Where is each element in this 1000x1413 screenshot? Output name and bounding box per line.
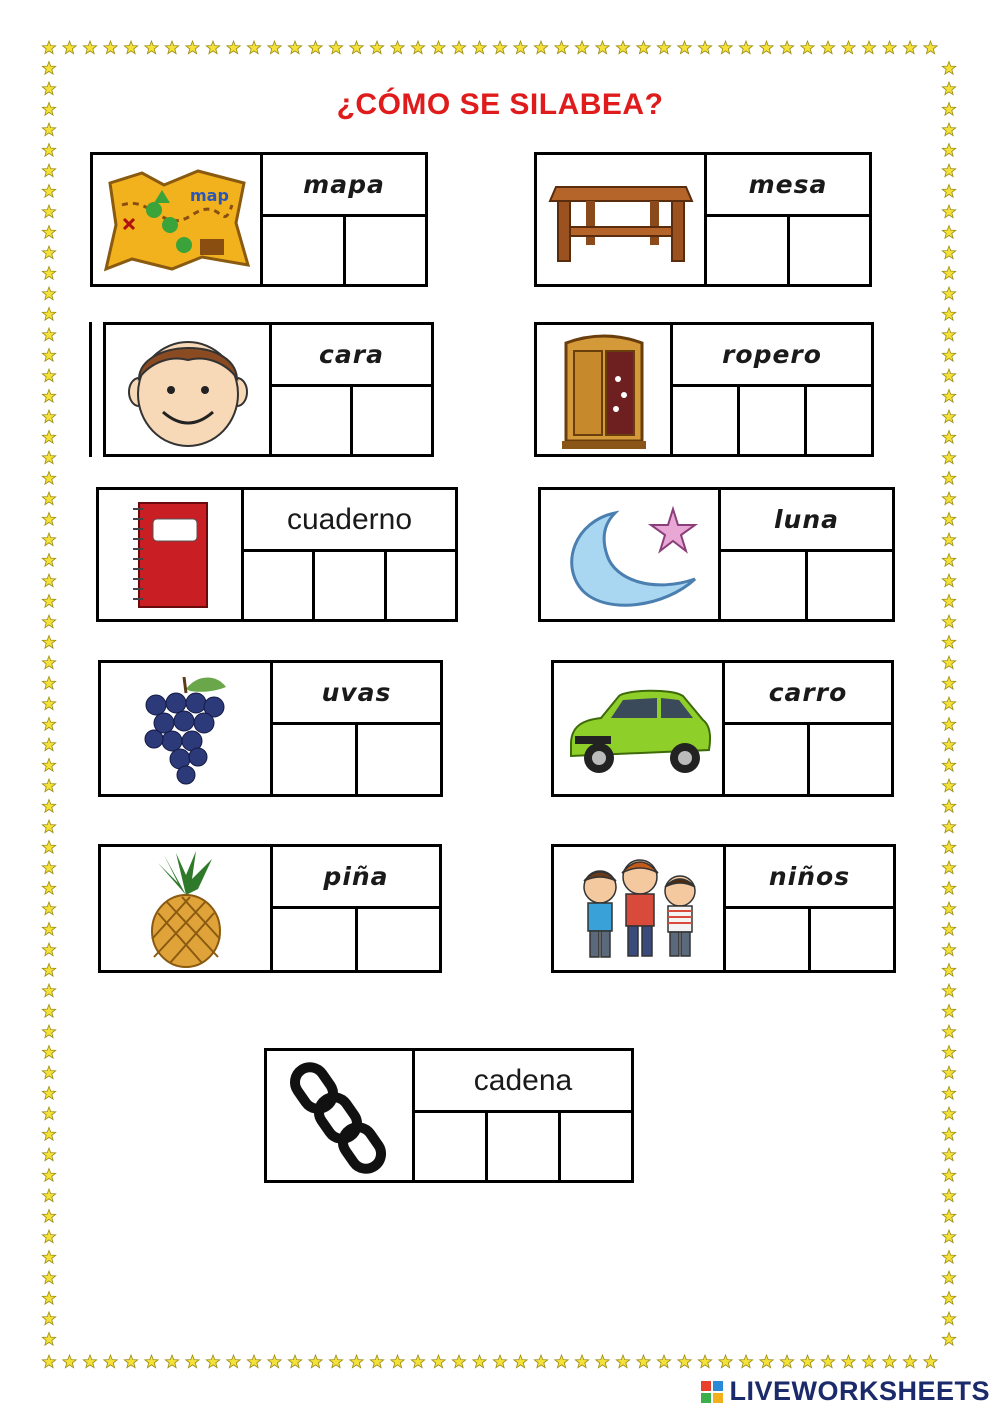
syllable-box[interactable] (808, 552, 892, 619)
border-star-icon (942, 185, 955, 198)
border-star-icon (42, 451, 55, 464)
word-card-luna (538, 487, 895, 622)
border-star-icon (42, 349, 55, 362)
word-card-carro (551, 660, 894, 797)
border-star-icon (942, 841, 955, 854)
word-label: mapa (263, 155, 425, 217)
border-star-icon (288, 1355, 301, 1368)
wardrobe-icon (537, 325, 673, 454)
border-star-icon (42, 636, 55, 649)
notebook-icon (99, 490, 244, 619)
border-star-icon (942, 1312, 955, 1325)
border-star-icon (42, 1333, 55, 1346)
syllable-box[interactable] (807, 387, 871, 454)
moon-icon (541, 490, 721, 619)
border-star-icon (942, 1271, 955, 1284)
syllable-box[interactable] (346, 217, 426, 284)
border-star-icon (42, 615, 55, 628)
border-star-icon (42, 492, 55, 505)
border-star-icon (942, 533, 955, 546)
border-star-icon (862, 1355, 875, 1368)
border-star-icon (186, 41, 199, 54)
border-star-icon (493, 1355, 506, 1368)
border-star-icon (42, 1066, 55, 1079)
border-star-icon (309, 1355, 322, 1368)
border-star-icon (42, 1251, 55, 1264)
border-star-icon (942, 902, 955, 915)
border-star-icon (942, 595, 955, 608)
border-star-icon (942, 492, 955, 505)
border-star-icon (760, 1355, 773, 1368)
border-star-icon (42, 677, 55, 690)
border-star-icon (942, 1333, 955, 1346)
syllable-box[interactable] (811, 909, 893, 970)
border-star-icon (42, 882, 55, 895)
border-star-icon (942, 431, 955, 444)
border-star-icon (942, 718, 955, 731)
border-star-icon (124, 41, 137, 54)
border-star-icon (739, 1355, 752, 1368)
syllable-box[interactable] (273, 725, 358, 794)
word-label: piña (273, 847, 439, 909)
border-star-icon (42, 431, 55, 444)
children-icon (554, 847, 726, 970)
border-star-icon (432, 41, 445, 54)
border-star-icon (42, 656, 55, 669)
border-star-icon (942, 164, 955, 177)
word-label: carro (725, 663, 891, 725)
border-star-icon (942, 1189, 955, 1202)
border-star-icon (616, 41, 629, 54)
border-star-icon (942, 472, 955, 485)
word-label: cara (272, 325, 431, 387)
border-star-icon (42, 1189, 55, 1202)
border-star-icon (942, 943, 955, 956)
border-star-icon (698, 41, 711, 54)
border-star-icon (42, 369, 55, 382)
chain-icon (267, 1051, 415, 1180)
border-star-icon (350, 41, 363, 54)
border-star-icon (678, 41, 691, 54)
border-star-icon (432, 1355, 445, 1368)
border-star-icon (942, 1251, 955, 1264)
border-star-icon (391, 41, 404, 54)
border-star-icon (63, 41, 76, 54)
border-star-icon (862, 41, 875, 54)
border-star-icon (637, 41, 650, 54)
border-star-icon (42, 595, 55, 608)
map-icon (93, 155, 263, 284)
border-star-icon (42, 513, 55, 526)
border-star-icon (42, 923, 55, 936)
border-star-icon (42, 533, 55, 546)
border-star-icon (942, 123, 955, 136)
border-star-icon (206, 41, 219, 54)
border-star-icon (42, 267, 55, 280)
border-star-icon (268, 41, 281, 54)
border-star-icon (42, 123, 55, 136)
border-star-icon (942, 246, 955, 259)
border-star-icon (780, 41, 793, 54)
border-star-icon (942, 1046, 955, 1059)
border-star-icon (903, 41, 916, 54)
border-star-icon (942, 1066, 955, 1079)
footer-brand[interactable] (701, 1376, 990, 1407)
border-star-icon (42, 1046, 55, 1059)
border-star-icon (247, 1355, 260, 1368)
border-star-icon (942, 1107, 955, 1120)
border-star-icon (883, 1355, 896, 1368)
border-star-icon (309, 41, 322, 54)
border-star-icon (206, 1355, 219, 1368)
word-label: cuaderno (244, 490, 455, 552)
border-star-icon (42, 164, 55, 177)
border-star-icon (942, 697, 955, 710)
border-star-icon (575, 1355, 588, 1368)
border-star-icon (942, 369, 955, 382)
border-star-icon (596, 41, 609, 54)
border-star-icon (329, 41, 342, 54)
border-star-icon (42, 1005, 55, 1018)
border-star-icon (145, 41, 158, 54)
word-label: luna (721, 490, 892, 552)
border-star-icon (42, 1148, 55, 1161)
border-star-icon (42, 328, 55, 341)
syllable-box[interactable] (263, 217, 346, 284)
syllable-box[interactable] (244, 552, 315, 619)
border-star-icon (42, 1087, 55, 1100)
border-star-icon (575, 41, 588, 54)
border-star-icon (596, 1355, 609, 1368)
border-star-icon (555, 1355, 568, 1368)
border-star-icon (42, 1230, 55, 1243)
border-star-icon (42, 554, 55, 567)
border-star-icon (942, 636, 955, 649)
word-card-mapa (90, 152, 428, 287)
word-label: mesa (707, 155, 869, 217)
border-star-icon (883, 41, 896, 54)
border-star-icon (942, 349, 955, 362)
border-star-icon (942, 800, 955, 813)
border-star-icon (42, 390, 55, 403)
border-star-icon (942, 779, 955, 792)
border-star-icon (942, 308, 955, 321)
border-star-icon (942, 882, 955, 895)
face-icon (106, 325, 272, 454)
border-star-icon (780, 1355, 793, 1368)
border-star-icon (42, 861, 55, 874)
border-star-icon (42, 841, 55, 854)
border-star-icon (42, 1312, 55, 1325)
border-star-icon (801, 41, 814, 54)
border-star-icon (42, 1210, 55, 1223)
border-star-icon (942, 574, 955, 587)
border-star-icon (924, 41, 937, 54)
border-star-icon (42, 984, 55, 997)
border-star-icon (942, 1292, 955, 1305)
border-star-icon (942, 451, 955, 464)
border-star-icon (370, 1355, 383, 1368)
border-star-icon (473, 1355, 486, 1368)
border-star-icon (942, 738, 955, 751)
syllable-box[interactable] (740, 387, 807, 454)
border-star-icon (350, 1355, 363, 1368)
border-star-icon (42, 62, 55, 75)
border-star-icon (42, 759, 55, 772)
border-star-icon (514, 41, 527, 54)
border-star-icon (63, 1355, 76, 1368)
border-star-icon (942, 144, 955, 157)
word-card-ropero (534, 322, 874, 457)
word-card-mesa (534, 152, 872, 287)
border-star-icon (514, 1355, 527, 1368)
border-star-icon (942, 410, 955, 423)
border-star-icon (83, 1355, 96, 1368)
border-star-icon (42, 1107, 55, 1120)
word-label: niños (726, 847, 893, 909)
syllable-box[interactable] (790, 217, 870, 284)
word-card-niños (551, 844, 896, 973)
border-star-icon (924, 1355, 937, 1368)
border-star-icon (391, 1355, 404, 1368)
syllable-box[interactable] (315, 552, 386, 619)
border-star-icon (760, 41, 773, 54)
syllable-box[interactable] (272, 387, 353, 454)
border-star-icon (42, 226, 55, 239)
border-star-icon (370, 41, 383, 54)
border-star-icon (842, 41, 855, 54)
border-star-icon (942, 656, 955, 669)
word-label: cadena (415, 1051, 631, 1113)
border-star-icon (268, 1355, 281, 1368)
border-star-icon (821, 41, 834, 54)
syllable-box[interactable] (810, 725, 892, 794)
border-star-icon (698, 1355, 711, 1368)
svg-text:map: map (189, 185, 229, 205)
border-star-icon (247, 41, 260, 54)
syllable-box[interactable] (707, 217, 790, 284)
border-star-icon (942, 1169, 955, 1182)
border-star-icon (42, 1169, 55, 1182)
pineapple-icon (101, 847, 273, 970)
syllable-box[interactable] (387, 552, 455, 619)
syllable-box[interactable] (726, 909, 811, 970)
border-star-icon (42, 144, 55, 157)
border-star-icon (473, 41, 486, 54)
divider-line (89, 322, 92, 457)
border-star-icon (42, 902, 55, 915)
border-star-icon (678, 1355, 691, 1368)
border-star-icon (942, 390, 955, 403)
border-star-icon (42, 697, 55, 710)
syllable-box[interactable] (673, 387, 740, 454)
border-star-icon (411, 1355, 424, 1368)
border-star-icon (942, 1230, 955, 1243)
syllable-box[interactable] (488, 1113, 561, 1180)
border-star-icon (942, 861, 955, 874)
border-star-icon (42, 287, 55, 300)
border-star-icon (942, 62, 955, 75)
border-star-icon (942, 759, 955, 772)
border-star-icon (719, 1355, 732, 1368)
border-star-icon (942, 1025, 955, 1038)
border-star-icon (942, 554, 955, 567)
word-card-cadena (264, 1048, 634, 1183)
border-star-icon (227, 1355, 240, 1368)
syllable-box[interactable] (358, 725, 440, 794)
liveworksheets-logo-icon (701, 1381, 723, 1403)
border-star-icon (942, 513, 955, 526)
border-star-icon (83, 41, 96, 54)
footer-brand-text: LIVEWORKSHEETS (729, 1376, 990, 1406)
border-star-icon (104, 1355, 117, 1368)
car-icon (554, 663, 725, 794)
border-star-icon (534, 1355, 547, 1368)
border-star-icon (942, 964, 955, 977)
syllable-box[interactable] (725, 725, 810, 794)
border-star-icon (165, 41, 178, 54)
border-star-icon (942, 677, 955, 690)
border-star-icon (42, 820, 55, 833)
border-star-icon (42, 410, 55, 423)
border-star-icon (288, 41, 301, 54)
border-star-icon (942, 1148, 955, 1161)
border-star-icon (942, 1087, 955, 1100)
border-star-icon (42, 964, 55, 977)
word-card-uvas (98, 660, 443, 797)
border-star-icon (124, 1355, 137, 1368)
syllable-box[interactable] (561, 1113, 631, 1180)
border-star-icon (145, 1355, 158, 1368)
border-star-icon (903, 1355, 916, 1368)
border-star-icon (165, 1355, 178, 1368)
syllable-box[interactable] (273, 909, 358, 970)
border-star-icon (42, 246, 55, 259)
border-star-icon (42, 185, 55, 198)
border-star-icon (534, 41, 547, 54)
border-star-icon (42, 1128, 55, 1141)
word-card-cara (103, 322, 434, 457)
word-label: ropero (673, 325, 871, 387)
border-star-icon (942, 1005, 955, 1018)
border-star-icon (42, 1355, 55, 1368)
page-title: ¿CÓMO SE SILABEA? (336, 88, 664, 121)
border-star-icon (42, 1292, 55, 1305)
border-star-icon (411, 41, 424, 54)
border-star-icon (942, 226, 955, 239)
syllable-box[interactable] (353, 387, 431, 454)
word-label: uvas (273, 663, 440, 725)
border-star-icon (942, 615, 955, 628)
border-star-icon (637, 1355, 650, 1368)
border-star-icon (555, 41, 568, 54)
border-star-icon (842, 1355, 855, 1368)
border-star-icon (42, 943, 55, 956)
border-star-icon (42, 1025, 55, 1038)
border-star-icon (42, 1271, 55, 1284)
word-card-cuaderno (96, 487, 458, 622)
border-star-icon (739, 41, 752, 54)
border-star-icon (942, 1210, 955, 1223)
syllable-box[interactable] (721, 552, 808, 619)
border-star-icon (942, 923, 955, 936)
border-star-icon (821, 1355, 834, 1368)
border-star-icon (42, 718, 55, 731)
border-star-icon (227, 41, 240, 54)
border-star-icon (42, 574, 55, 587)
border-star-icon (942, 205, 955, 218)
border-star-icon (104, 41, 117, 54)
syllable-box[interactable] (358, 909, 440, 970)
border-star-icon (942, 820, 955, 833)
border-star-icon (801, 1355, 814, 1368)
table-icon (537, 155, 707, 284)
border-star-icon (942, 287, 955, 300)
border-star-icon (657, 41, 670, 54)
border-star-icon (493, 41, 506, 54)
border-star-icon (42, 800, 55, 813)
border-star-icon (186, 1355, 199, 1368)
border-star-icon (657, 1355, 670, 1368)
border-star-icon (42, 472, 55, 485)
border-star-icon (942, 984, 955, 997)
grapes-icon (101, 663, 273, 794)
border-star-icon (942, 328, 955, 341)
border-star-icon (942, 1128, 955, 1141)
border-star-icon (42, 205, 55, 218)
border-star-icon (42, 738, 55, 751)
border-star-icon (42, 779, 55, 792)
syllable-box[interactable] (415, 1113, 488, 1180)
border-star-icon (42, 308, 55, 321)
border-star-icon (42, 41, 55, 54)
border-star-icon (942, 267, 955, 280)
border-star-icon (452, 41, 465, 54)
word-card-piña (98, 844, 442, 973)
border-star-icon (452, 1355, 465, 1368)
border-star-icon (719, 41, 732, 54)
border-star-icon (616, 1355, 629, 1368)
border-star-icon (329, 1355, 342, 1368)
